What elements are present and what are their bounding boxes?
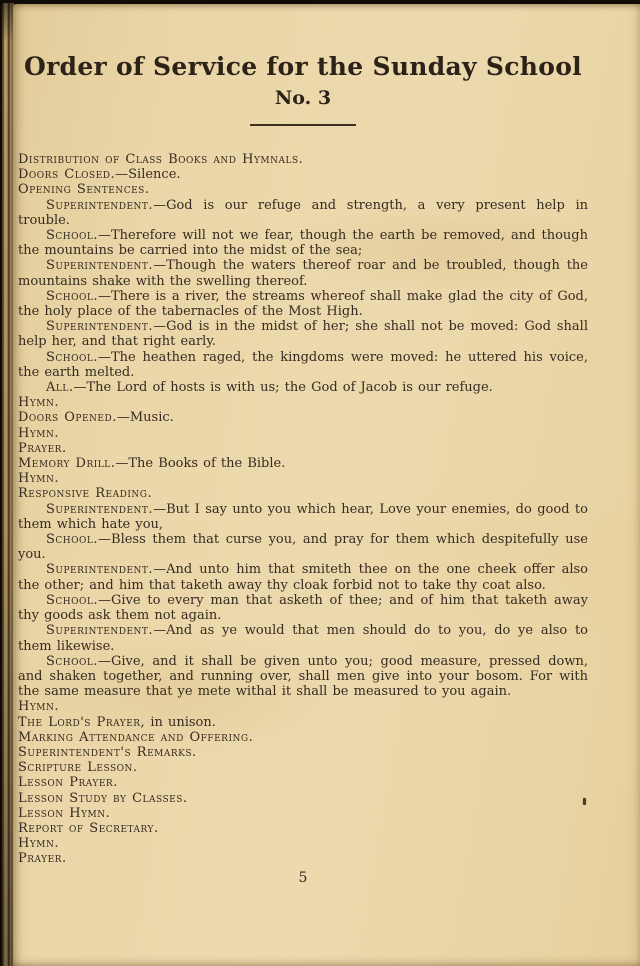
service-line-label: Memory Drill. [18, 456, 116, 472]
service-line-text: —There is a river, the streams whereof shall make glad the city of God, the holy place of the tabernacles of the Most High. [18, 288, 588, 320]
service-line [18, 791, 588, 806]
service-line [18, 730, 588, 745]
service-line [18, 851, 588, 866]
service-line [18, 502, 588, 532]
service-line [18, 198, 588, 228]
service-line-label: School. [46, 349, 99, 365]
service-line [18, 380, 588, 395]
service-line-label: School. [46, 653, 99, 669]
service-line [18, 821, 588, 836]
service-line [18, 699, 588, 714]
service-line [18, 410, 588, 425]
service-line-text: —Music. [116, 410, 174, 426]
service-line-label: Prayer. [18, 440, 67, 456]
service-line-text: —God is our refuge and strength, a very present help in trouble. [18, 197, 588, 228]
page-subtitle: No. 3 [274, 87, 332, 109]
service-line [18, 152, 588, 167]
ink-speck [583, 798, 586, 805]
service-line [18, 745, 588, 760]
service-line-label: All. [46, 380, 74, 396]
service-line-label: Opening Sentences. [18, 182, 150, 198]
service-line [18, 182, 588, 197]
service-line-text: —The Books of the Bible. [115, 456, 286, 472]
service-line-label: School. [46, 228, 99, 244]
service-line [18, 426, 588, 441]
service-line-label: Marking Attendance and Offering. [18, 729, 254, 745]
service-line-label: Lesson Prayer. [18, 775, 118, 791]
service-line-text: —And unto him that smiteth thee on the one cheek offer also the other; and him that taketh away thy cloak forbid not to take thy coat also. [18, 562, 588, 593]
service-line-text: —Therefore will not we fear, though the earth be removed, and though the mountains be carried into the midst of the sea; [18, 228, 588, 259]
service-line [18, 471, 588, 486]
service-line-text: —Silence. [115, 167, 181, 183]
service-line [18, 456, 588, 471]
service-line-label: Scripture Lesson. [18, 760, 138, 776]
service-line-label: Hymn. [18, 425, 60, 441]
service-line-label: School. [46, 532, 99, 548]
service-line-label: Superintendent. [46, 501, 154, 517]
service-order-list [18, 152, 588, 867]
service-line-label: School. [46, 592, 99, 608]
service-line [18, 167, 588, 182]
service-line [18, 350, 588, 380]
service-line [18, 395, 588, 410]
service-line-text: —Bless them that curse you, and pray for them which despitefully use you. [18, 532, 588, 563]
service-line-label: Superintendent. [46, 623, 154, 639]
page-title: Order of Service for the Sunday School [24, 52, 582, 81]
service-line-label: The Lord's Prayer, [18, 714, 146, 730]
service-line-label: Doors Opened. [18, 410, 117, 426]
service-line-label: Hymn. [18, 395, 60, 411]
service-line-label: Responsive Reading. [18, 486, 153, 502]
service-line [18, 228, 588, 258]
service-line [18, 441, 588, 456]
service-line-label: School. [46, 288, 99, 304]
service-line [18, 532, 588, 562]
service-line [18, 806, 588, 821]
service-line-text: in unison. [145, 714, 216, 730]
service-line [18, 562, 588, 592]
service-line-label: Prayer. [18, 851, 67, 867]
service-line-label: Hymn. [18, 699, 60, 715]
service-line-label: Doors Closed. [18, 167, 116, 183]
service-line [18, 319, 588, 349]
service-line [18, 623, 588, 653]
service-line-text: —Give, and it shall be given unto you; good measure, pressed down, and shaken together, and running over, shall men give into your bosom. For with the same measure that ye mete withal it shall be measured to you again. [18, 653, 588, 700]
service-line-label: Superintendent's Remarks. [18, 744, 197, 760]
service-line-text: —But I say unto you which hear, Love your enemies, do good to them which hate you, [18, 501, 588, 532]
service-line-label: Report of Secretary. [18, 820, 159, 836]
service-line [18, 654, 588, 700]
service-line [18, 760, 588, 775]
service-line-text: —Though the waters thereof roar and be troubled, though the mountains shake with the swelling thereof. [18, 258, 588, 289]
service-line [18, 486, 588, 501]
service-line [18, 593, 588, 623]
service-line-label: Distribution of Class Books and Hymnals. [18, 152, 304, 167]
service-line-label: Hymn. [18, 471, 60, 487]
book-page [13, 4, 640, 966]
service-line-label: Superintendent. [46, 197, 154, 213]
service-line-label: Superintendent. [46, 562, 154, 578]
service-line-text: —And as ye would that men should do to you, do ye also to them likewise. [18, 623, 588, 654]
service-line [18, 715, 588, 730]
service-line-text: —Give to every man that asketh of thee; and of him that taketh away thy goods ask them not again. [18, 592, 588, 624]
service-line-text: —God is in the midst of her; she shall not be moved: God shall help her, and that right early. [18, 319, 588, 350]
service-line [18, 836, 588, 851]
service-line-label: Superintendent. [46, 258, 154, 274]
service-line-label: Lesson Study by Classes. [18, 790, 188, 806]
service-line-label: Lesson Hymn. [18, 805, 111, 821]
service-line-text: —The heathen raged, the kingdoms were moved: he uttered his voice, the earth melted. [18, 349, 588, 380]
page-content [18, 4, 588, 867]
service-line-text: —The Lord of hosts is with us; the God of Jacob is our refuge. [73, 380, 493, 396]
service-line-label: Hymn. [18, 836, 60, 852]
service-line [18, 258, 588, 288]
service-line [18, 289, 588, 319]
service-line-label: Superintendent. [46, 319, 154, 335]
service-line [18, 775, 588, 790]
title-divider [250, 124, 356, 126]
page-number: 5 [298, 870, 308, 886]
